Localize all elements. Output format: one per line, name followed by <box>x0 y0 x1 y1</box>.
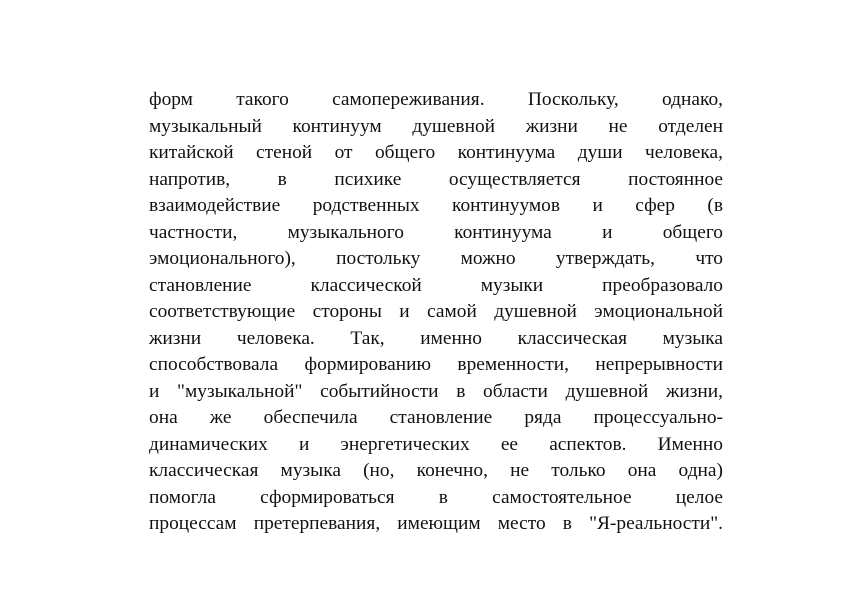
text-line: взаимодействие родственных континуумов и сфер (в <box>149 195 723 216</box>
text-line: форм такого самопереживания. Поскольку, однако, <box>149 89 723 110</box>
text-line: помогла сформироваться в самостоятельное целое <box>149 486 723 508</box>
text-line: жизни человека. Так, именно классическая музыка <box>149 327 723 349</box>
text-line: она же обеспечила становление ряда процессуально- <box>149 407 723 428</box>
text-line: способствовала формированию временности, непрерывности <box>149 354 723 375</box>
text-line: становление классической музыки преобразовало <box>149 274 723 296</box>
text-line: эмоционального), постольку можно утверждать, что <box>149 248 723 269</box>
text-line: процессам претерпевания, имеющим место в "Я-реальности". <box>149 513 723 534</box>
text-line: музыкальный континуум душевной жизни не отделен <box>149 115 723 137</box>
text-line: динамических и энергетических ее аспектов. Именно <box>149 433 723 455</box>
text-line: классическая музыка (но, конечно, не только она одна) <box>149 460 723 481</box>
body-text <box>149 87 723 538</box>
text-line: частности, музыкального континуума и общего <box>149 221 723 243</box>
text-line: соответствующие стороны и самой душевной эмоциональной <box>149 301 723 322</box>
text-line: китайской стеной от общего континуума души человека, <box>149 142 723 163</box>
text-line: и "музыкальной" событийности в области душевной жизни, <box>149 380 723 402</box>
text-line: напротив, в психике осуществляется постоянное <box>149 168 723 190</box>
